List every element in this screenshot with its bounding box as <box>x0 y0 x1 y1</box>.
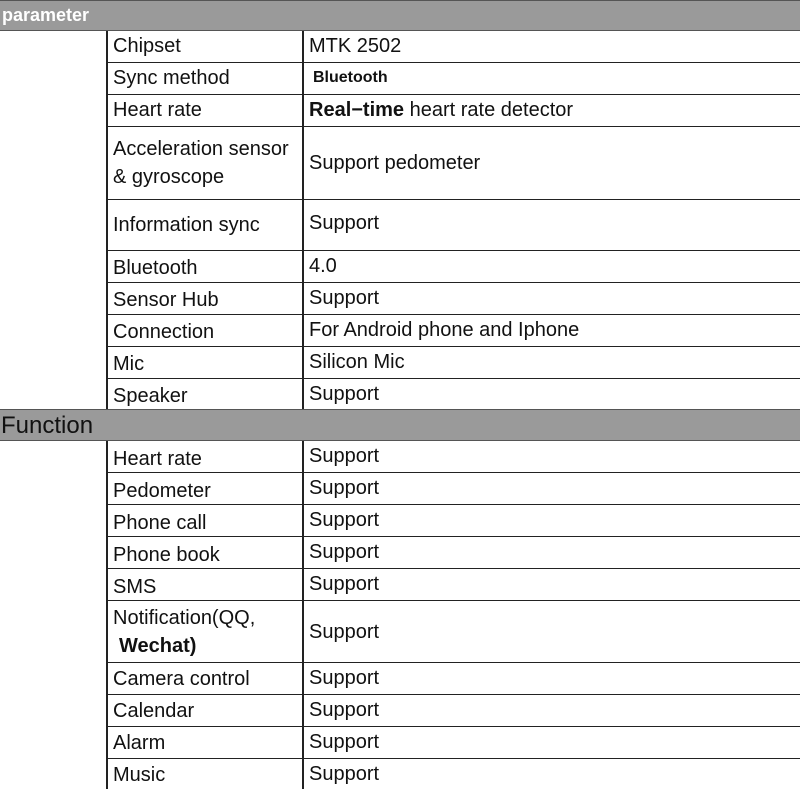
spec-value: Support <box>309 383 380 405</box>
spec-value-cell <box>304 95 800 127</box>
spec-value-cell <box>304 31 800 63</box>
function-row-heart-rate <box>0 441 800 473</box>
function-label-cell <box>106 601 304 663</box>
function-label: SMS <box>113 576 157 598</box>
spec-label-cell <box>106 315 304 347</box>
spec-label-cell <box>106 200 304 251</box>
function-row-pedometer <box>0 473 800 505</box>
spec-label: Chipset <box>113 35 181 57</box>
spec-label-cell <box>106 127 304 200</box>
function-value-cell <box>304 695 800 727</box>
function-label-cell <box>106 473 304 505</box>
function-label-cell <box>106 441 304 473</box>
function-value-cell <box>304 473 800 505</box>
spec-label-cell <box>106 63 304 95</box>
spec-value-rest: heart rate detector <box>409 99 574 121</box>
function-value-cell <box>304 601 800 663</box>
spec-row-sync-method <box>0 63 800 95</box>
function-label: Alarm <box>113 732 166 754</box>
spec-value: Bluetooth <box>313 69 388 86</box>
function-value: Support <box>309 573 380 595</box>
function-row-music <box>0 759 800 789</box>
function-value: Support <box>309 667 380 689</box>
spec-value-cell <box>304 347 800 379</box>
spec-value: For Android phone and Iphone <box>309 319 580 341</box>
spec-label: Information sync <box>113 214 260 236</box>
function-label <box>113 604 303 660</box>
function-value: Support <box>309 509 380 531</box>
function-label-cell <box>106 695 304 727</box>
function-value-cell <box>304 759 800 789</box>
spec-label: Heart rate <box>113 99 202 121</box>
function-label: Pedometer <box>113 480 211 502</box>
spec-label-cell <box>106 379 304 409</box>
function-value-cell <box>304 569 800 601</box>
function-value: Support <box>309 620 380 643</box>
function-label-line1: Notification(QQ, <box>113 606 256 629</box>
spec-value-cell <box>304 63 800 95</box>
function-label-cell <box>106 727 304 759</box>
function-value-cell <box>304 727 800 759</box>
spec-value: 4.0 <box>309 255 337 277</box>
spec-label: Speaker <box>113 385 188 407</box>
function-value-cell <box>304 663 800 695</box>
parameter-section-header <box>0 0 800 31</box>
function-label-cell <box>106 759 304 789</box>
spec-row-bluetooth <box>0 251 800 283</box>
spec-value-cell <box>304 283 800 315</box>
spec-value: Silicon Mic <box>309 351 405 373</box>
spec-row-heart-rate <box>0 95 800 127</box>
spec-value-cell <box>304 251 800 283</box>
spec-label-cell <box>106 283 304 315</box>
spec-label <box>113 135 303 191</box>
spec-value: Support <box>309 287 380 309</box>
function-value: Support <box>309 477 380 499</box>
function-label: Heart rate <box>113 448 202 470</box>
function-value: Support <box>309 541 380 563</box>
function-label-cell <box>106 569 304 601</box>
spec-label-line1: Acceleration sensor <box>113 138 289 160</box>
spec-row-chipset <box>0 31 800 63</box>
function-value: Support <box>309 699 380 721</box>
function-section-title: Function <box>1 412 94 439</box>
spec-value-cell <box>304 200 800 251</box>
function-label-cell <box>106 663 304 695</box>
function-row-sms <box>0 569 800 601</box>
function-label: Phone call <box>113 512 207 534</box>
function-label: Music <box>113 764 166 786</box>
spec-row-connection <box>0 315 800 347</box>
function-label: Calendar <box>113 700 195 722</box>
function-row-camera-control <box>0 663 800 695</box>
spec-label-cell <box>106 251 304 283</box>
spec-row-speaker <box>0 379 800 409</box>
spec-row-information-sync <box>0 200 800 251</box>
function-row-phone-call <box>0 505 800 537</box>
function-label: Phone book <box>113 544 220 566</box>
spec-label: Bluetooth <box>113 257 198 279</box>
function-row-alarm <box>0 727 800 759</box>
spec-label: Connection <box>113 321 215 343</box>
function-label-line2: Wechat) <box>119 634 197 657</box>
spec-label: Sensor Hub <box>113 289 219 311</box>
function-value: Support <box>309 763 380 785</box>
function-value-cell <box>304 537 800 569</box>
spec-value: MTK 2502 <box>309 35 402 57</box>
spec-row-mic <box>0 347 800 379</box>
spec-label: Mic <box>113 353 145 375</box>
parameter-section-title: parameter <box>2 5 90 25</box>
spec-label-line2: & gyroscope <box>113 166 225 188</box>
spec-label-cell <box>106 347 304 379</box>
spec-value-cell <box>304 315 800 347</box>
spec-value: Support pedometer <box>309 152 481 174</box>
spec-value-emphasis: Real−time <box>309 99 405 121</box>
spec-value-cell <box>304 379 800 409</box>
function-row-phone-book <box>0 537 800 569</box>
function-section-header <box>0 409 800 441</box>
function-label-cell <box>106 505 304 537</box>
spec-label-cell <box>106 31 304 63</box>
function-label-cell <box>106 537 304 569</box>
spec-value-cell <box>304 127 800 200</box>
spec-label-cell <box>106 95 304 127</box>
spec-value: Support <box>309 212 380 234</box>
spec-label: Sync method <box>113 67 230 89</box>
function-row-calendar <box>0 695 800 727</box>
function-value: Support <box>309 731 380 753</box>
function-label: Camera control <box>113 668 250 690</box>
spec-value <box>309 98 573 122</box>
spec-row-acceleration-sensor <box>0 127 800 200</box>
function-value-cell <box>304 441 800 473</box>
function-value-cell <box>304 505 800 537</box>
function-row-notification <box>0 601 800 663</box>
function-value: Support <box>309 445 380 467</box>
spec-row-sensor-hub <box>0 283 800 315</box>
